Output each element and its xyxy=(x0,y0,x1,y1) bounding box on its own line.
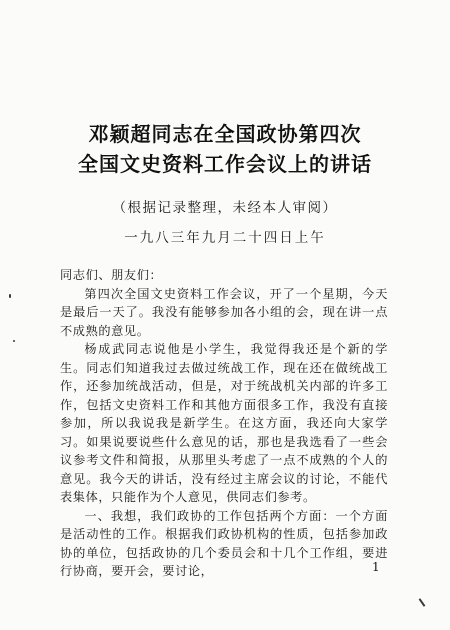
paragraph-1: 第四次全国文史资料工作会议，开了一个星期，今天是最后一天了。我没有能够参加各小组的会，现在讲一点不成熟的意见。 xyxy=(60,286,388,338)
salutation: 同志们、朋友们： xyxy=(60,268,163,282)
scan-speck xyxy=(13,340,15,342)
title-line-2: 全国文史资料工作会议上的讲话 xyxy=(78,152,372,176)
editorial-note: （根据记录整理，未经本人审阅） xyxy=(112,200,338,216)
title-line-1: 邓颖超同志在全国政协第四次 xyxy=(88,122,362,146)
page-number: 1 xyxy=(372,560,380,574)
speech-date: 一九八三年九月二十四日上午 xyxy=(124,230,326,246)
paragraph-2: 杨成武同志说他是小学生，我觉得我还是个新的学生。同志们知道我过去做过统战工作，现在还在做统战工作，还参加统战活动，但是，对于统战机关内部的许多工作，包括文史资料工作和其他方面很多工作，我没有直接参加，所以我说我是新学生。在这方面，我还向大家学习。如果说要说些什么意见的话，那也是我选看了一些会议参考文件和简报，从那里头考虑了一点不成熟的个人的意见。我今天的讲话，没有经过主席会议的讨论，不能代表集体，只能作为个人意见，供同志们参考。 xyxy=(60,342,388,504)
paragraph-3: 一、我想，我们政协的工作包括两个方面：一个方面是活动性的工作。根据我们政协机构的性质，包括参加政协的单位，包括政协的几个委员会和十几个工作组，要进行协商，要开会，要讨论， xyxy=(60,508,388,578)
scan-speck xyxy=(9,294,11,298)
scan-speck xyxy=(419,598,426,607)
speech-body xyxy=(60,266,388,581)
